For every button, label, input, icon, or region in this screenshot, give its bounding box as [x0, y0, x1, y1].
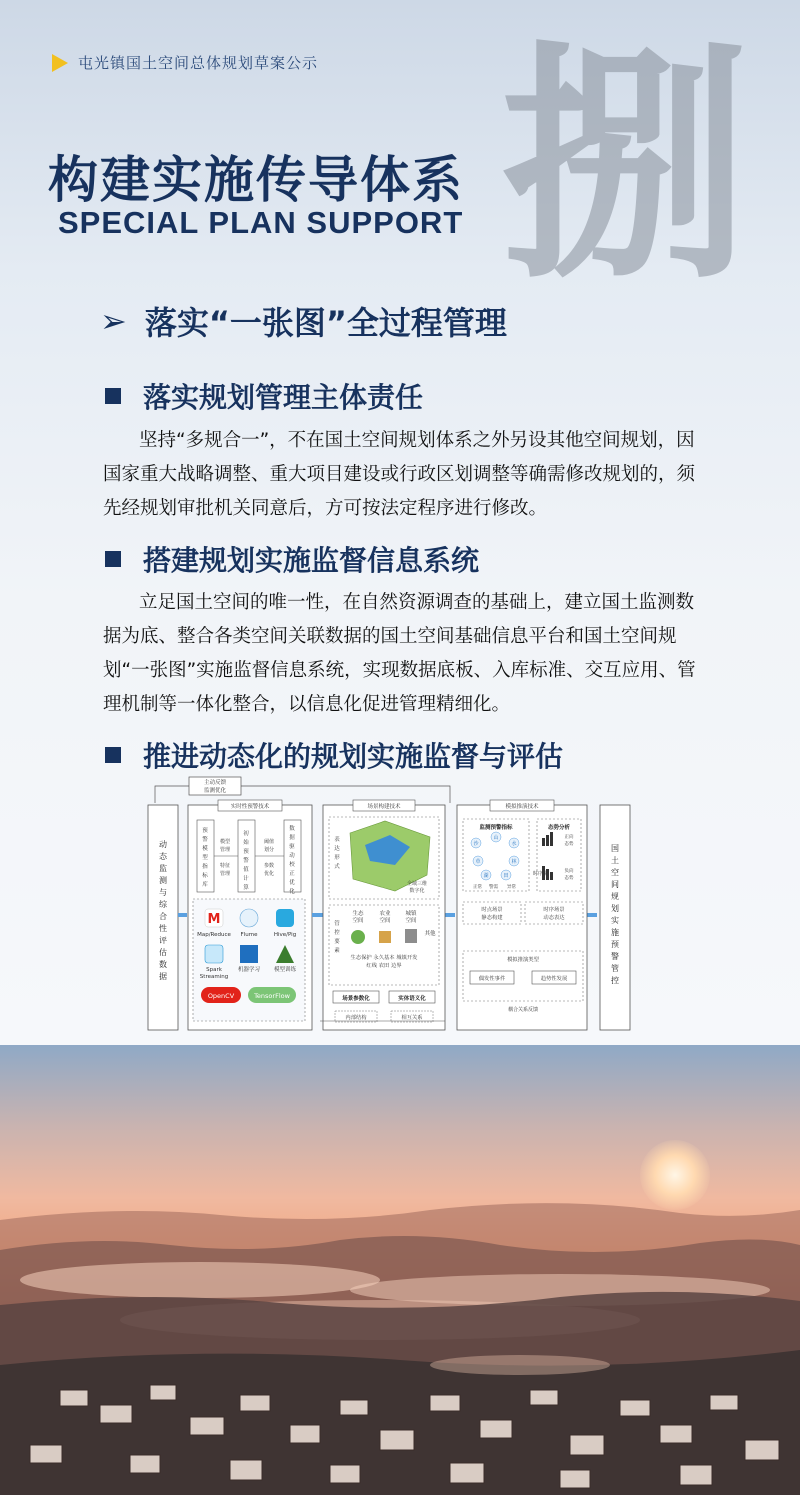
feedback-line1: 主动反馈 — [203, 780, 227, 786]
svg-text:预警模型指标库: 预警模型指标库 — [202, 828, 208, 888]
svg-text:时序化: 时序化 — [533, 871, 549, 877]
svg-text:趋势性发展: 趋势性发展 — [540, 976, 568, 982]
svg-text:全域三维: 全域三维 — [406, 881, 428, 887]
svg-text:Map/Reduce: Map/Reduce — [197, 932, 231, 938]
square-bullet-icon — [105, 747, 121, 763]
main-heading — [100, 298, 507, 344]
banner-text: 屯光镇国土空间总体规划草案公示 — [78, 54, 319, 72]
panel1-title: 实时性预警技术 — [230, 804, 270, 810]
svg-text:内部结构: 内部结构 — [345, 1015, 367, 1021]
svg-text:时序场景: 时序场景 — [543, 907, 565, 913]
svg-text:正向: 正向 — [564, 835, 574, 840]
square-bullet-icon — [105, 551, 121, 567]
flume-icon — [240, 909, 258, 927]
spark-icon — [205, 945, 223, 963]
svg-text:林: 林 — [511, 859, 517, 865]
right-column-text: 国土空间规划实施预警管控 — [611, 844, 619, 985]
svg-text:正常: 正常 — [473, 885, 482, 890]
banner — [52, 52, 318, 73]
svg-text:数据驱动校正优化: 数据驱动校正优化 — [289, 826, 295, 895]
svg-text:模拟推演类型: 模拟推演类型 — [507, 957, 539, 963]
sunrise-village-photo — [0, 1045, 800, 1495]
svg-text:机器学习: 机器学习 — [237, 967, 261, 973]
svg-text:田: 田 — [503, 873, 509, 879]
svg-text:红线 农田 边界: 红线 农田 边界 — [366, 963, 402, 969]
svg-text:阈值划分参数优化: 阈值划分参数优化 — [263, 839, 275, 877]
landscape-graphic — [0, 1045, 800, 1495]
svg-text:偶发性事件: 偶发性事件 — [478, 976, 506, 982]
main-heading-text: 落实“一张图”全过程管理 — [144, 304, 507, 342]
svg-text:数字化: 数字化 — [409, 888, 425, 894]
svg-text:草: 草 — [475, 859, 481, 865]
svg-text:管控要素: 管控要素 — [334, 921, 340, 954]
svg-text:模型管理特征管理: 模型管理特征管理 — [219, 839, 231, 877]
svg-text:Flume: Flume — [240, 932, 258, 938]
svg-text:沙: 沙 — [473, 841, 479, 847]
svg-text:生态保护 永久基本 城镇开发: 生态保护 永久基本 城镇开发 — [350, 955, 418, 961]
feedback-line2: 监测优化 — [203, 788, 227, 794]
svg-text:动态表达: 动态表达 — [543, 915, 565, 921]
svg-text:湖: 湖 — [483, 873, 489, 879]
section-heading-1 — [105, 376, 423, 416]
square-bullet-icon — [105, 388, 121, 404]
panel2-title: 场景构建技术 — [367, 804, 401, 810]
svg-text:态势分析: 态势分析 — [547, 825, 571, 831]
svg-text:其他: 其他 — [424, 931, 436, 937]
section-heading-text: 落实规划管理主体责任 — [143, 381, 424, 414]
hive-icon — [276, 909, 294, 927]
svg-text:态势: 态势 — [564, 842, 574, 847]
monitoring-framework-diagram — [145, 775, 633, 1033]
svg-text:静态构建: 静态构建 — [481, 915, 503, 921]
svg-text:表达形式: 表达形式 — [334, 837, 340, 870]
panel3-title: 模拟推演技术 — [505, 804, 539, 810]
play-triangle-icon — [52, 54, 68, 72]
svg-text:负向: 负向 — [564, 869, 574, 874]
svg-text:相互关系: 相互关系 — [401, 1015, 423, 1021]
section-heading-2 — [105, 539, 479, 579]
svg-text:场景参数化: 场景参数化 — [342, 996, 370, 1002]
svg-text:Streaming: Streaming — [199, 974, 229, 980]
svg-text:初始预警值计算: 初始预警值计算 — [243, 831, 249, 891]
mapreduce-icon: M — [207, 912, 221, 927]
svg-text:水: 水 — [511, 841, 517, 847]
machine-learning-icon — [240, 945, 258, 963]
section-heading-text: 推进动态化的规划实施监督与评估 — [143, 740, 564, 773]
section-paragraph-1: 坚持“多规合一”，不在国土空间规划体系之外另设其他空间规划，因国家重大战略调整、重大项目建设或行政区划调整等确需修改规划的，须先经规划审批机关同意后，方可按法定程序进行修改。 — [103, 430, 696, 519]
section-heading-text: 搭建规划实施监督信息系统 — [143, 544, 480, 577]
section-heading-3 — [105, 735, 563, 775]
page-title: 构建实施传导体系 — [48, 151, 464, 209]
svg-text:山: 山 — [493, 835, 499, 841]
svg-text:模型训练: 模型训练 — [273, 967, 297, 973]
svg-text:生态空间农业空间城镇空间: 生态空间农业空间城镇空间 — [352, 911, 417, 924]
arrow-icon: ➢ — [100, 302, 127, 340]
svg-text:耦合关系反馈: 耦合关系反馈 — [507, 1007, 539, 1013]
svg-text:态势: 态势 — [564, 876, 574, 881]
svg-text:Spark: Spark — [206, 967, 222, 973]
svg-text:异常: 异常 — [507, 885, 516, 890]
svg-text:OpenCV: OpenCV — [207, 992, 235, 1000]
svg-text:Hive/Pig: Hive/Pig — [273, 932, 297, 938]
svg-text:警需: 警需 — [489, 885, 498, 890]
svg-text:监测预警指标: 监测预警指标 — [479, 825, 513, 831]
svg-text:实体语义化: 实体语义化 — [398, 996, 426, 1002]
page-subtitle: SPECIAL PLAN SUPPORT — [58, 205, 464, 240]
svg-text:TensorFlow: TensorFlow — [254, 992, 290, 1000]
section-paragraph-2: 立足国土空间的唯一性，在自然资源调查的基础上，建立国土监测数据为底、整合各类空间关联数据的国土空间基础信息平台和国土空间规划“一张图”实施监督信息系统，实现数据底板、入库标准、交互应用、管理机制等一体化整合，以信息化促进管理精细化。 — [103, 592, 696, 715]
left-column-text: 动态监测与综合性评估数据 — [159, 840, 167, 981]
brush-numeral: 捌 — [500, 18, 750, 312]
svg-text:时点场景: 时点场景 — [481, 907, 503, 913]
